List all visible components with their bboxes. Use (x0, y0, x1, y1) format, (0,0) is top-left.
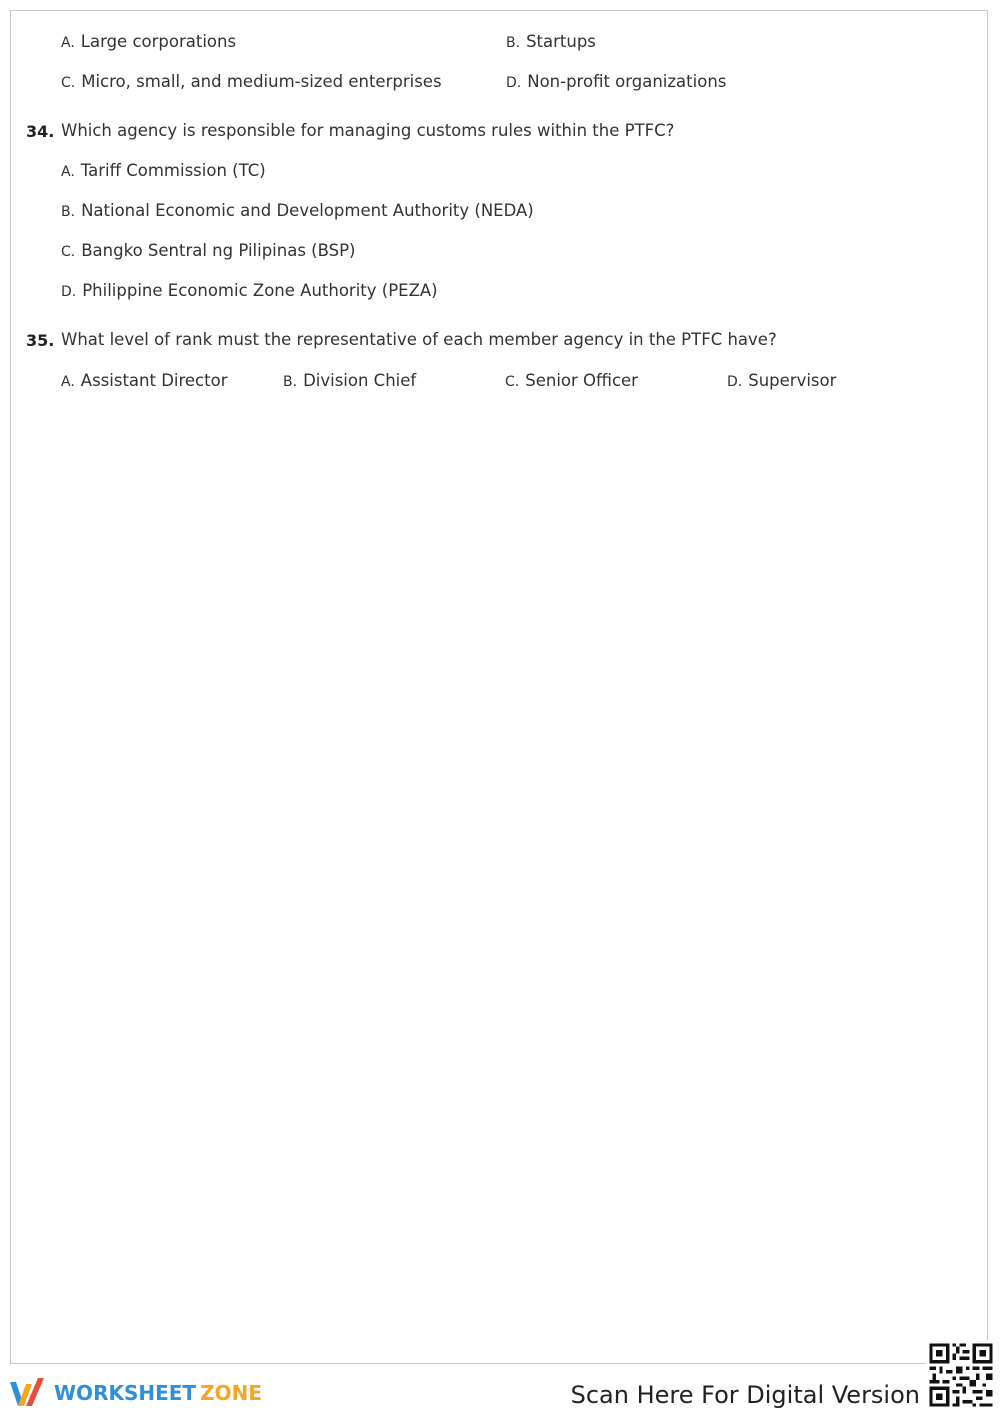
option-text: Startups (526, 32, 596, 51)
q35-option-c[interactable] (505, 370, 638, 393)
logo-word-worksheet: WORKSHEET (54, 1381, 197, 1405)
worksheetzone-logo[interactable] (8, 1376, 262, 1410)
option-text: Philippine Economic Zone Authority (PEZA) (82, 281, 438, 300)
q34-option-b[interactable] (61, 200, 534, 223)
q33-option-d[interactable] (506, 71, 726, 94)
scan-label: Scan Here For Digital Version (570, 1381, 920, 1409)
option-letter: C. (61, 244, 76, 260)
option-text: Division Chief (303, 371, 417, 390)
q35-text: What level of rank must the representative of each member agency in the PTFC have? (61, 330, 777, 349)
q35-number: 35. (26, 331, 55, 350)
q34-option-c[interactable] (61, 240, 356, 263)
option-text: Micro, small, and medium-sized enterprises (81, 72, 442, 91)
option-letter: D. (506, 75, 522, 91)
option-text: Large corporations (80, 32, 237, 51)
option-letter: C. (505, 374, 520, 390)
q33-option-c[interactable] (61, 71, 442, 94)
option-text: Supervisor (748, 371, 837, 390)
option-text: Assistant Director (80, 371, 228, 390)
q34-option-d[interactable] (61, 280, 438, 303)
logo-wordmark (54, 1381, 262, 1405)
worksheetzone-logo-icon (8, 1376, 50, 1410)
q33-option-a[interactable] (61, 31, 236, 54)
q35-option-b[interactable] (283, 370, 416, 393)
option-text: Senior Officer (525, 371, 638, 390)
option-text: Tariff Commission (TC) (80, 161, 266, 180)
option-letter: B. (506, 35, 521, 51)
option-letter: B. (61, 204, 76, 220)
option-letter: C. (61, 75, 76, 91)
option-letter: A. (61, 164, 75, 180)
option-letter: B. (283, 374, 298, 390)
q34-text: Which agency is responsible for managing customs rules within the PTFC? (61, 121, 675, 140)
qr-code-icon[interactable] (926, 1340, 996, 1410)
option-letter: D. (61, 284, 77, 300)
q33-option-b[interactable] (506, 31, 596, 54)
option-text: Non-profit organizations (527, 72, 727, 91)
option-letter: A. (61, 35, 75, 51)
q34-option-a[interactable] (61, 160, 266, 183)
q35-option-a[interactable] (61, 370, 227, 393)
option-letter: D. (727, 374, 743, 390)
logo-word-zone: ZONE (200, 1381, 262, 1405)
option-text: Bangko Sentral ng Pilipinas (BSP) (81, 241, 356, 260)
option-letter: A. (61, 374, 75, 390)
q35-option-d[interactable] (727, 370, 836, 393)
option-text: National Economic and Development Authority (NEDA) (81, 201, 534, 220)
q34-number: 34. (26, 122, 55, 141)
